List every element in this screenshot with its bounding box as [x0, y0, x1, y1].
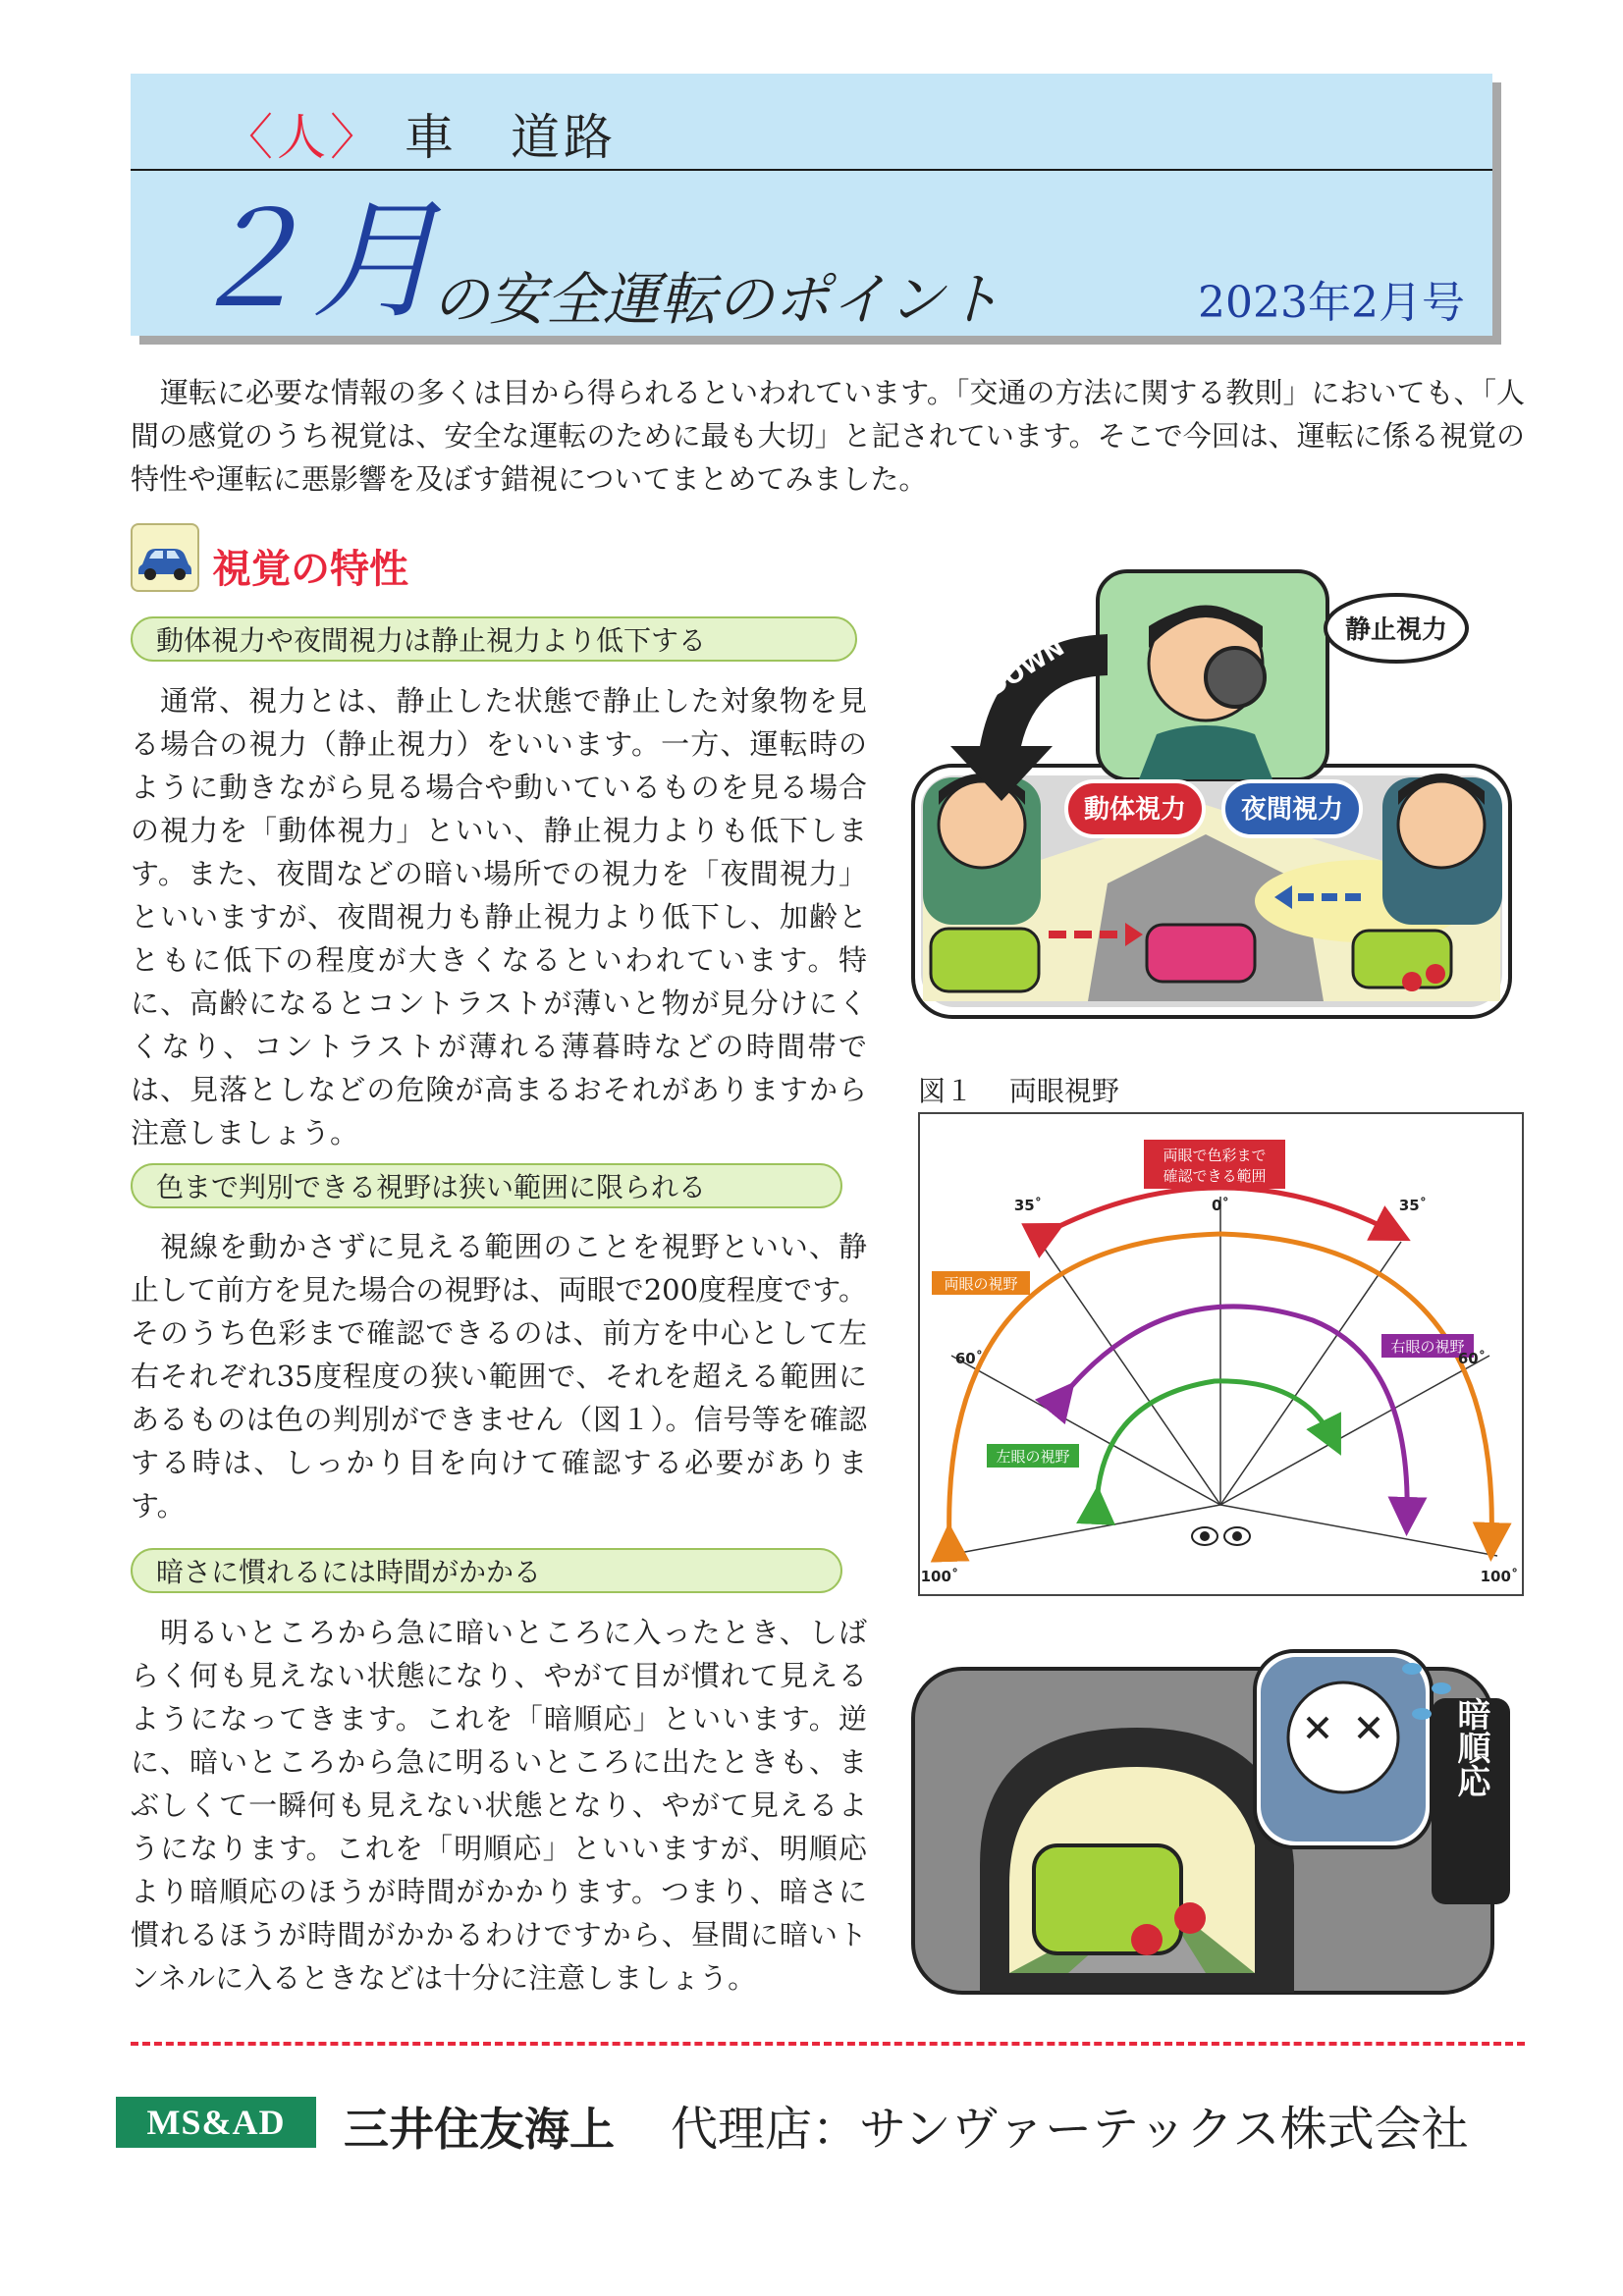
topic-person: 〈人〉 — [224, 109, 383, 166]
angle-60-right: 60˚ — [1457, 1350, 1487, 1367]
angle-0: 0˚ — [1212, 1197, 1229, 1214]
angle-35-right: 35˚ — [1398, 1197, 1428, 1214]
night-vision-label: 夜間視力 — [1240, 795, 1344, 825]
header-divider — [131, 169, 1492, 171]
brand-name: 三井住友海上 — [344, 2103, 615, 2156]
angle-35-left: 35˚ — [1013, 1197, 1043, 1214]
right-eye-label: 右眼の視野 — [1390, 1338, 1465, 1356]
binocular-field-diagram — [918, 1112, 1524, 1596]
color-range-label-1: 両眼で色彩まで — [1163, 1147, 1267, 1164]
subsection-title-2: 色まで判別できる視野は狭い範囲に限られる — [131, 1163, 842, 1208]
header-topic — [224, 98, 617, 169]
subsection-body-2: 視線を動かさずに見える範囲のことを視野といい、静止して前方を見た場合の視野は、両眼で200度程度です。そのうち色彩まで確認できるのは、前方を中心として左右それぞれ35度程度の狭い範囲で、それを超える範囲にあるものは色の判別ができません（図１）。信号等を確認する時は、しっかり目を向けて確認する必要があります。 — [131, 1230, 867, 1522]
subsection-body-1: 通常、視力とは、静止した状態で静止した対象物を見る場合の視力（静止視力）をいいます。一方、運転時のように動きながら見る場合や動いているものを見る場合の視力を「動体視力」といい、静止視力よりも低下します。また、夜間などの暗い場所での視力を「夜間視力」といいますが、夜間視力も静止視力より低下し、加齢とともに低下の程度が大きくなるといわれています。特に、高齢になるとコントラストが薄いと物が見分けにくくなり、コントラストが薄れる薄暮時などの時間帯では、見落としなどの危険が高まるおそれがありますから注意しましょう。 — [131, 684, 867, 1149]
angle-60-left: 60˚ — [954, 1350, 984, 1367]
vision-illustration — [911, 569, 1512, 1021]
header-month: ２月 — [182, 186, 441, 337]
agency-name: 代理店：サンヴァーテックス株式会社 — [671, 2102, 1469, 2157]
subsection-body-3: 明るいところから急に暗いところに入ったとき、しばらく何も見えない状態になり、やがて目が慣れて見えるようになってきます。これを「暗順応」といいます。逆に、暗いところから急に明るいところに出たときも、まぶしくて一瞬何も見えない状態となり、やがて見えるようになります。これを「明順応」といいますが、明順応より暗順応のほうが時間がかかります。つまり、暗さに慣れるほうが時間がかかるわけですから、昼間に暗いトンネルに入るときなどは十分に注意しましょう。 — [131, 1616, 867, 1995]
car-icon — [131, 523, 199, 592]
figure-caption: 図１ 両眼視野 — [918, 1075, 1119, 1107]
both-eyes-label: 両眼の視野 — [944, 1275, 1018, 1293]
footer-divider — [131, 2042, 1525, 2046]
msad-logo: MS&AD — [116, 2097, 316, 2148]
dark-adapt-label: 暗順応 — [1451, 1697, 1490, 1797]
intro-paragraph: 運転に必要な情報の多くは目から得られるといわれています。「交通の方法に関する教則」においても、「人間の感覚のうち視覚は、安全な運転のために最も大切」と記されています。そこで今回は、運転に係る視覚の特性や運転に悪影響を及ぼす錯視についてまとめてみました。 — [131, 376, 1525, 496]
tunnel-illustration — [911, 1649, 1512, 2002]
subsection-title-3: 暗さに慣れるには時間がかかる — [131, 1548, 842, 1593]
static-vision-label: 静止視力 — [1344, 615, 1448, 645]
issue-date: 2023年2月号 — [1198, 278, 1465, 328]
dynamic-vision-label: 動体視力 — [1083, 795, 1187, 825]
header-title: の安全運転のポイント — [432, 266, 1002, 333]
eyes-icon — [1192, 1527, 1250, 1545]
topic-rest: 車 道路 — [405, 109, 617, 166]
color-range-label-2: 確認できる範囲 — [1163, 1167, 1267, 1185]
angle-100-left: 100˚ — [920, 1568, 959, 1585]
down-label: DOWN — [982, 633, 1069, 703]
subsection-title-1: 動体視力や夜間視力は静止視力より低下する — [131, 616, 857, 662]
angle-100-right: 100˚ — [1480, 1568, 1519, 1585]
left-eye-label: 左眼の視野 — [996, 1448, 1070, 1466]
section-heading: 視覚の特性 — [212, 547, 408, 592]
